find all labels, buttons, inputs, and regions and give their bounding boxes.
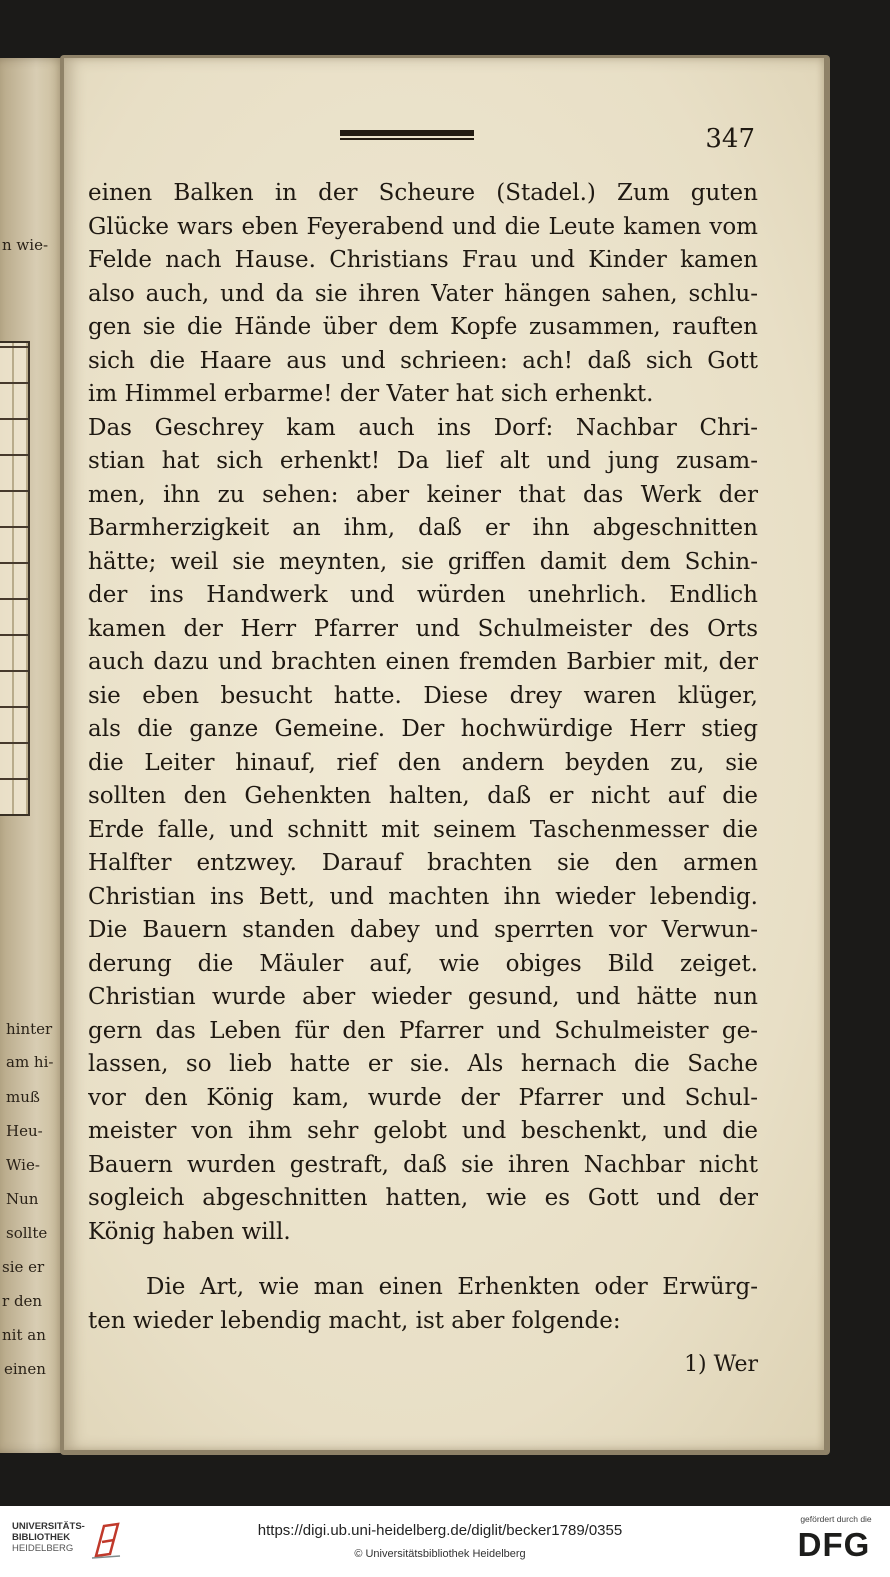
text-line: vor den König kam, wurde der Pfarrer und Schul- (88, 1084, 758, 1111)
text-line: gern das Leben für den Pfarrer und Schulmeister ge- (88, 1017, 758, 1044)
left-page-fragment: am hi- (6, 1053, 54, 1071)
text-line: men, ihn zu sehen: aber keiner that das Werk der (88, 481, 758, 508)
left-page-fragment: muß (6, 1088, 40, 1106)
text-line: Christian ins Bett, und machten ihn wieder lebendig. (88, 883, 758, 910)
left-page-fragment: nit an (2, 1326, 46, 1344)
text-line: Christian wurde aber wieder gesund, und hätte nun (88, 984, 758, 1010)
left-page-fragment: Heu- (6, 1122, 43, 1140)
left-page-fragment: r den (2, 1292, 43, 1310)
catchword: 1) Wer (684, 1352, 758, 1377)
text-line: gen sie die Hände über dem Kopfe zusammen, rauften (88, 314, 758, 340)
text-line: Bauern wurden gestraft, daß sie ihren Nachbar nicht (88, 1151, 758, 1178)
text-line: derung die Mäuler auf, wie obiges Bild zeiget. (88, 950, 758, 977)
text-line: Die Bauern standen dabey und sperrten vor Verwun- (88, 917, 758, 943)
text-line: als die ganze Gemeine. Der hochwürdige Herr stieg (88, 716, 758, 742)
text-line: ten wieder lebendig macht, ist aber folgende: (88, 1308, 621, 1334)
left-page-fragment: einen (4, 1360, 46, 1378)
text-line: auch dazu und brachten einen fremden Barbier mit, der (88, 649, 758, 675)
left-page-edge (0, 58, 66, 1453)
left-page-fragment: Nun (6, 1190, 39, 1208)
footer-bar (0, 1506, 890, 1577)
left-page-fragment: Wie- (6, 1156, 40, 1174)
left-page-fragment: hinter (6, 1020, 53, 1038)
text-line: Die Art, wie man einen Erhenkten oder Erwürg- (146, 1274, 758, 1300)
left-page-fragment: sollte (6, 1224, 48, 1242)
permalink-url[interactable]: https://digi.ub.uni-heidelberg.de/diglit/becker1789/0355 (257, 1522, 623, 1539)
text-line: sollten den Gehenkten halten, daß er nicht auf die (88, 783, 758, 809)
text-line: Barmherzigkeit an ihm, daß er ihn abgeschnitten (88, 515, 758, 541)
left-page-fragment: sie er (2, 1258, 45, 1276)
text-line: Erde falle, und schnitt mit seinem Taschenmesser die (88, 816, 758, 843)
text-line: der ins Handwerk und würden unehrlich. Endlich (88, 582, 758, 608)
university-library-logo-text[interactable]: UNIVERSITÄTS- BIBLIOTHEK HEIDELBERG (12, 1521, 85, 1554)
text-line: im Himmel erbarme! der Vater hat sich erhenkt. (88, 381, 654, 407)
text-line: König haben will. (88, 1218, 291, 1245)
left-page-fragment: n wie- (2, 236, 49, 254)
text-line: sie eben besucht hatte. Diese drey waren klüger, (88, 682, 758, 709)
text-line: Felde nach Hause. Christians Frau und Kinder kamen (88, 247, 758, 273)
text-line: meister von ihm sehr gelobt und beschenkt, und die (88, 1118, 758, 1144)
woodcut-illustration-fragment (0, 341, 30, 816)
text-line: stian hat sich erhenkt! Da lief alt und jung zusam- (88, 448, 758, 474)
text-line: also auch, und da sie ihren Vater hängen sahen, schlu- (88, 280, 758, 307)
text-line: kamen der Herr Pfarrer und Schulmeister des Orts (88, 615, 758, 642)
text-line: sogleich abgeschnitten hatten, wie es Gott und der (88, 1185, 758, 1211)
dfg-logo[interactable]: DFG (797, 1526, 871, 1563)
text-line: die Leiter hinauf, rief den andern beyden zu, sie (88, 749, 758, 776)
header-rule (340, 130, 474, 141)
text-line: einen Balken in der Scheure (Stadel.) Zum guten (88, 180, 758, 206)
copyright-notice: © Universitätsbibliothek Heidelberg (354, 1548, 526, 1560)
page-number: 347 (705, 124, 755, 154)
text-line: hätte; weil sie meynten, sie griffen damit dem Schin- (88, 548, 758, 575)
text-line: sich die Haare aus und schrieen: ach! daß sich Gott (88, 347, 758, 374)
text-line: Glücke wars eben Feyerabend und die Leute kamen vom (88, 213, 758, 240)
text-line: lassen, so lieb hatte er sie. Als hernach die Sache (88, 1051, 758, 1077)
text-line: Halfter entzwey. Darauf brachten sie den armen (88, 850, 758, 876)
text-line: Das Geschrey kam auch ins Dorf: Nachbar Chri- (88, 414, 758, 441)
funding-note: gefördert durch die (800, 1514, 872, 1524)
heidelberg-logo-icon (90, 1520, 124, 1560)
